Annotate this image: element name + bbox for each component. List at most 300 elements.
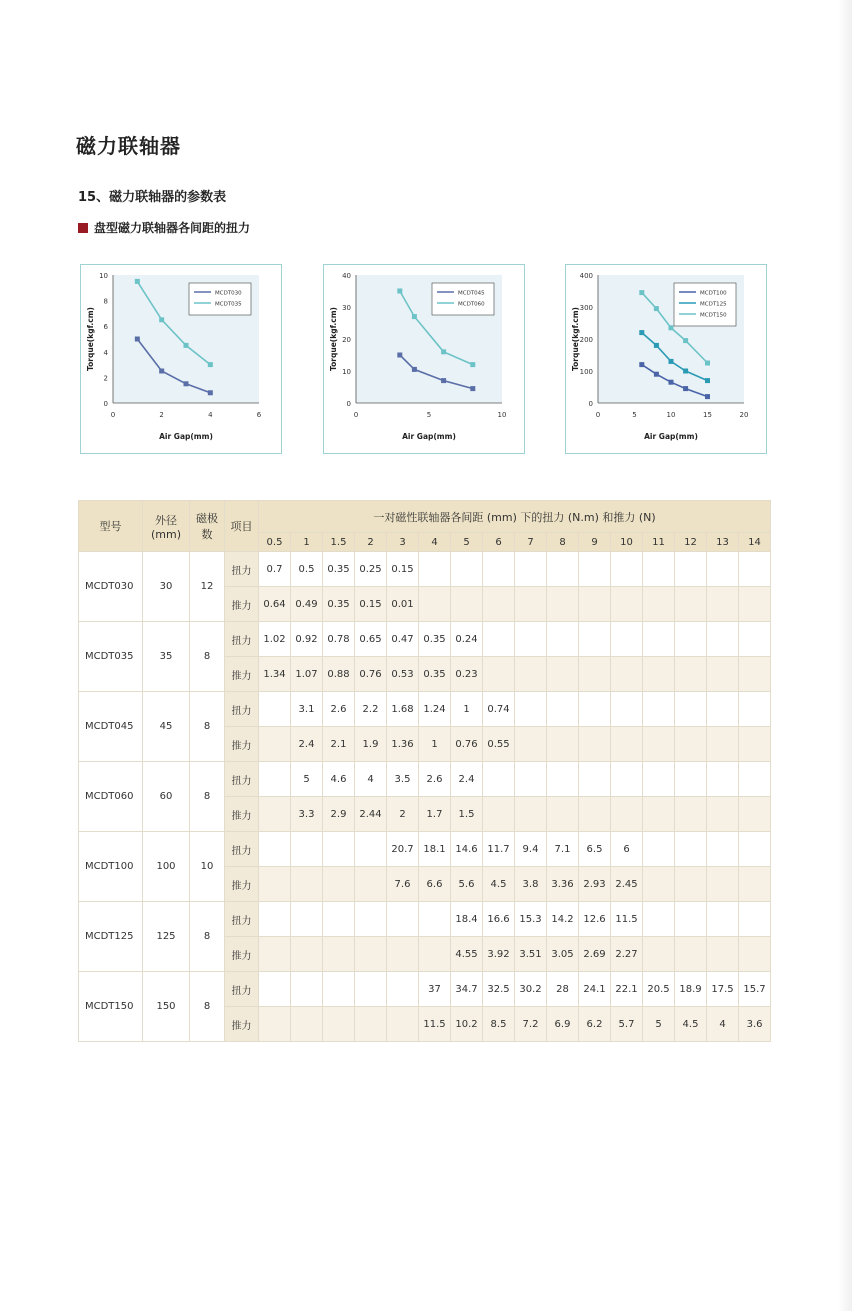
thrust-label-cell: 推力 [225, 727, 259, 762]
data-point [654, 306, 659, 311]
thrust-value-cell: 1.7 [419, 797, 451, 832]
gap-header: 2 [355, 533, 387, 552]
torque-value-cell: 0.15 [387, 552, 419, 587]
torque-value-cell [739, 832, 771, 867]
torque-value-cell: 3.5 [387, 762, 419, 797]
thrust-value-cell [259, 937, 291, 972]
torque-value-cell [451, 552, 483, 587]
thrust-value-cell [515, 657, 547, 692]
data-point [654, 343, 659, 348]
x-tick-label: 0 [110, 411, 116, 419]
torque-value-cell [643, 762, 675, 797]
gap-header: 0.5 [259, 533, 291, 552]
thrust-value-cell: 4 [707, 1007, 739, 1042]
y-tick-label: 10 [342, 368, 351, 376]
thrust-value-cell: 6.6 [419, 867, 451, 902]
y-axis-label: Torque(kgf.cm) [329, 307, 338, 371]
torque-value-cell [515, 622, 547, 657]
data-point [135, 337, 140, 342]
thrust-value-cell [643, 867, 675, 902]
thrust-value-cell: 4.5 [483, 867, 515, 902]
torque-value-cell: 6 [611, 832, 643, 867]
torque-value-cell: 11.5 [611, 902, 643, 937]
thrust-value-cell [611, 797, 643, 832]
thrust-value-cell: 8.5 [483, 1007, 515, 1042]
thrust-label-cell: 推力 [225, 937, 259, 972]
x-axis-label: Air Gap(mm) [402, 432, 456, 441]
thrust-value-cell [611, 587, 643, 622]
data-point [397, 353, 402, 358]
torque-value-cell: 4 [355, 762, 387, 797]
thrust-value-cell [515, 797, 547, 832]
torque-value-cell: 0.35 [323, 552, 355, 587]
y-tick-label: 10 [99, 272, 108, 280]
torque-label-cell: 扭力 [225, 622, 259, 657]
thrust-value-cell [259, 867, 291, 902]
thrust-value-cell: 0.49 [291, 587, 323, 622]
poles-cell: 8 [190, 622, 225, 692]
header-poles-line2: 数 [201, 528, 213, 541]
torque-value-cell [579, 762, 611, 797]
y-tick-label: 100 [579, 368, 593, 376]
outer-diameter-cell: 35 [143, 622, 190, 692]
torque-value-cell: 24.1 [579, 972, 611, 1007]
thrust-value-cell [291, 937, 323, 972]
torque-label-cell: 扭力 [225, 552, 259, 587]
outer-diameter-cell: 45 [143, 692, 190, 762]
data-point [683, 386, 688, 391]
torque-value-cell [259, 762, 291, 797]
torque-value-cell: 2.6 [323, 692, 355, 727]
y-tick-label: 0 [346, 400, 351, 408]
thrust-value-cell [675, 937, 707, 972]
thrust-value-cell [259, 1007, 291, 1042]
thrust-value-cell: 1.34 [259, 657, 291, 692]
gap-header: 5 [451, 533, 483, 552]
y-axis-label: Torque(kgf.cm) [86, 307, 95, 371]
thrust-label-cell: 推力 [225, 657, 259, 692]
thrust-value-cell: 1 [419, 727, 451, 762]
thrust-value-cell: 2.9 [323, 797, 355, 832]
torque-value-cell [675, 762, 707, 797]
model-cell: MCDT030 [79, 552, 143, 622]
thrust-value-cell [643, 657, 675, 692]
torque-value-cell [547, 762, 579, 797]
y-tick-label: 4 [103, 348, 108, 357]
torque-value-cell: 0.92 [291, 622, 323, 657]
outer-diameter-cell: 100 [143, 832, 190, 902]
y-tick-label: 6 [103, 323, 108, 332]
torque-value-cell: 0.24 [451, 622, 483, 657]
gap-header: 8 [547, 533, 579, 552]
torque-value-cell: 7.1 [547, 832, 579, 867]
thrust-value-cell [419, 587, 451, 622]
header-outer-diameter [143, 501, 190, 552]
x-axis-label: Air Gap(mm) [644, 432, 698, 441]
torque-value-cell: 18.4 [451, 902, 483, 937]
x-tick-label: 5 [632, 411, 637, 419]
model-cell: MCDT150 [79, 972, 143, 1042]
y-tick-label: 20 [342, 336, 351, 344]
thrust-value-cell [643, 797, 675, 832]
torque-value-cell: 4.6 [323, 762, 355, 797]
table-row [79, 972, 771, 1007]
torque-value-cell [355, 972, 387, 1007]
thrust-value-cell [739, 797, 771, 832]
torque-value-cell: 1.68 [387, 692, 419, 727]
thrust-label-cell: 推力 [225, 587, 259, 622]
thrust-value-cell: 1.5 [451, 797, 483, 832]
thrust-value-cell [515, 587, 547, 622]
torque-value-cell [387, 902, 419, 937]
thrust-value-cell [579, 727, 611, 762]
thrust-value-cell [707, 657, 739, 692]
data-point [159, 369, 164, 374]
table-row [79, 762, 771, 797]
torque-value-cell [707, 692, 739, 727]
y-tick-label: 0 [103, 400, 108, 408]
x-tick-label: 15 [703, 411, 712, 419]
torque-value-cell [675, 832, 707, 867]
torque-value-cell: 0.25 [355, 552, 387, 587]
torque-value-cell: 14.2 [547, 902, 579, 937]
data-point [639, 290, 644, 295]
torque-value-cell: 0.47 [387, 622, 419, 657]
thrust-value-cell [739, 727, 771, 762]
header-od-line1: 外径 [155, 513, 177, 527]
thrust-value-cell: 2.44 [355, 797, 387, 832]
torque-value-cell [611, 692, 643, 727]
gap-header: 4 [419, 533, 451, 552]
y-tick-label: 8 [103, 297, 108, 306]
torque-value-cell [291, 972, 323, 1007]
torque-value-cell [611, 622, 643, 657]
torque-value-cell: 34.7 [451, 972, 483, 1007]
poles-cell: 10 [190, 832, 225, 902]
thrust-value-cell: 2.45 [611, 867, 643, 902]
thrust-value-cell [739, 867, 771, 902]
torque-value-cell: 0.78 [323, 622, 355, 657]
torque-value-cell: 20.7 [387, 832, 419, 867]
thrust-value-cell [419, 937, 451, 972]
y-axis-label: Torque(kgf.cm) [571, 307, 580, 371]
thrust-value-cell: 0.76 [451, 727, 483, 762]
torque-value-cell [419, 552, 451, 587]
table-row [79, 552, 771, 587]
x-tick-label: 0 [353, 411, 359, 419]
thrust-value-cell [643, 937, 675, 972]
torque-value-cell [611, 762, 643, 797]
thrust-value-cell: 0.23 [451, 657, 483, 692]
thrust-value-cell [707, 797, 739, 832]
thrust-value-cell: 6.2 [579, 1007, 611, 1042]
torque-value-cell: 2.4 [451, 762, 483, 797]
thrust-value-cell: 11.5 [419, 1007, 451, 1042]
torque-label-cell: 扭力 [225, 972, 259, 1007]
thrust-value-cell: 1.07 [291, 657, 323, 692]
thrust-value-cell [355, 937, 387, 972]
thrust-value-cell [387, 937, 419, 972]
x-tick-label: 5 [426, 411, 432, 419]
torque-value-cell [515, 762, 547, 797]
torque-value-cell [483, 552, 515, 587]
thrust-value-cell: 2.27 [611, 937, 643, 972]
thrust-value-cell: 3.6 [739, 1007, 771, 1042]
torque-value-cell [643, 692, 675, 727]
torque-value-cell [611, 552, 643, 587]
y-tick-label: 300 [579, 304, 593, 312]
header-gap-group: 一对磁性联轴器各间距 (mm) 下的扭力 (N.m) 和推力 (N) [259, 501, 771, 533]
y-tick-label: 30 [342, 304, 351, 312]
torque-value-cell [547, 692, 579, 727]
legend-entry: MCDT100 [700, 290, 727, 297]
model-cell: MCDT100 [79, 832, 143, 902]
data-point [412, 314, 417, 319]
thrust-value-cell [675, 587, 707, 622]
torque-value-cell: 6.5 [579, 832, 611, 867]
thrust-value-cell [355, 1007, 387, 1042]
legend-entry: MCDT060 [458, 301, 485, 308]
thrust-value-cell: 7.6 [387, 867, 419, 902]
torque-value-cell [259, 902, 291, 937]
square-bullet-icon [78, 223, 88, 233]
thrust-value-cell: 4.55 [451, 937, 483, 972]
data-point [669, 380, 674, 385]
torque-value-cell [387, 972, 419, 1007]
data-point [705, 394, 710, 399]
thrust-value-cell: 3.92 [483, 937, 515, 972]
table-row [79, 622, 771, 657]
torque-value-cell [739, 762, 771, 797]
thrust-value-cell: 0.76 [355, 657, 387, 692]
data-point [654, 372, 659, 377]
table-row [79, 902, 771, 937]
thrust-value-cell: 4.5 [675, 1007, 707, 1042]
thrust-value-cell [675, 727, 707, 762]
thrust-value-cell [451, 587, 483, 622]
torque-value-cell: 16.6 [483, 902, 515, 937]
x-tick-label: 10 [666, 411, 676, 419]
y-tick-label: 200 [579, 336, 593, 344]
torque-value-cell [643, 832, 675, 867]
thrust-value-cell [579, 797, 611, 832]
torque-value-cell [739, 552, 771, 587]
torque-value-cell [259, 972, 291, 1007]
torque-value-cell: 37 [419, 972, 451, 1007]
thrust-value-cell: 2.93 [579, 867, 611, 902]
thrust-value-cell [707, 727, 739, 762]
torque-value-cell: 1.24 [419, 692, 451, 727]
torque-value-cell [707, 622, 739, 657]
poles-cell: 8 [190, 762, 225, 832]
torque-value-cell [515, 692, 547, 727]
thrust-value-cell [707, 587, 739, 622]
thrust-value-cell [387, 1007, 419, 1042]
torque-value-cell [643, 622, 675, 657]
gap-header: 11 [643, 533, 675, 552]
torque-value-cell [739, 902, 771, 937]
outer-diameter-cell: 150 [143, 972, 190, 1042]
torque-label-cell: 扭力 [225, 902, 259, 937]
torque-value-cell: 0.35 [419, 622, 451, 657]
torque-value-cell [739, 692, 771, 727]
data-point [184, 343, 189, 348]
torque-value-cell [579, 622, 611, 657]
data-point [208, 362, 213, 367]
torque-label-cell: 扭力 [225, 832, 259, 867]
torque-value-cell: 17.5 [707, 972, 739, 1007]
data-point [705, 361, 710, 366]
thrust-value-cell [739, 587, 771, 622]
thrust-value-cell: 2.69 [579, 937, 611, 972]
torque-value-cell [675, 692, 707, 727]
torque-value-cell: 0.65 [355, 622, 387, 657]
torque-value-cell [323, 832, 355, 867]
gap-header: 9 [579, 533, 611, 552]
section-title: 15、磁力联轴器的参数表 [78, 190, 227, 205]
data-point [412, 367, 417, 372]
thrust-value-cell [291, 1007, 323, 1042]
thrust-label-cell: 推力 [225, 797, 259, 832]
thrust-value-cell [323, 867, 355, 902]
thrust-value-cell [611, 727, 643, 762]
thrust-value-cell: 0.55 [483, 727, 515, 762]
gap-header: 3 [387, 533, 419, 552]
data-point [208, 390, 213, 395]
thrust-value-cell: 3.3 [291, 797, 323, 832]
torque-label-cell: 扭力 [225, 692, 259, 727]
subsection-heading [78, 219, 250, 236]
data-point [683, 369, 688, 374]
thrust-value-cell: 0.15 [355, 587, 387, 622]
torque-value-cell [707, 552, 739, 587]
outer-diameter-cell: 125 [143, 902, 190, 972]
thrust-value-cell [707, 937, 739, 972]
thrust-value-cell: 5 [643, 1007, 675, 1042]
gap-header: 14 [739, 533, 771, 552]
torque-value-cell [355, 902, 387, 937]
torque-value-cell: 30.2 [515, 972, 547, 1007]
header-model: 型号 [79, 501, 143, 552]
gap-header: 10 [611, 533, 643, 552]
thrust-value-cell: 2.1 [323, 727, 355, 762]
subsection-title: 盘型磁力联轴器各间距的扭力 [94, 221, 251, 235]
thrust-value-cell [643, 587, 675, 622]
thrust-value-cell [675, 797, 707, 832]
poles-cell: 12 [190, 552, 225, 622]
torque-value-cell: 1 [451, 692, 483, 727]
thrust-value-cell [323, 937, 355, 972]
x-axis-label: Air Gap(mm) [159, 432, 213, 441]
thrust-value-cell [579, 587, 611, 622]
data-point [441, 378, 446, 383]
thrust-value-cell [547, 587, 579, 622]
torque-value-cell: 5 [291, 762, 323, 797]
data-point [669, 359, 674, 364]
model-cell: MCDT045 [79, 692, 143, 762]
data-point [705, 378, 710, 383]
table-row [79, 692, 771, 727]
thrust-value-cell [739, 657, 771, 692]
torque-value-cell [483, 622, 515, 657]
gap-header: 7 [515, 533, 547, 552]
torque-value-cell: 9.4 [515, 832, 547, 867]
data-point [470, 386, 475, 391]
torque-value-cell [291, 832, 323, 867]
thrust-value-cell: 0.01 [387, 587, 419, 622]
header-poles [190, 501, 225, 552]
torque-value-cell [547, 622, 579, 657]
torque-value-cell [515, 552, 547, 587]
thrust-value-cell [675, 657, 707, 692]
thrust-value-cell: 1.36 [387, 727, 419, 762]
thrust-value-cell: 3.05 [547, 937, 579, 972]
gap-header: 1.5 [323, 533, 355, 552]
thrust-value-cell: 2 [387, 797, 419, 832]
chart-1 [80, 264, 282, 454]
thrust-value-cell [611, 657, 643, 692]
table-row [79, 832, 771, 867]
thrust-value-cell [707, 867, 739, 902]
torque-value-cell: 20.5 [643, 972, 675, 1007]
legend-entry: MCDT045 [458, 290, 485, 297]
data-point [397, 289, 402, 294]
thrust-label-cell: 推力 [225, 1007, 259, 1042]
thrust-value-cell: 3.36 [547, 867, 579, 902]
outer-diameter-cell: 60 [143, 762, 190, 832]
thrust-label-cell: 推力 [225, 867, 259, 902]
gap-header: 6 [483, 533, 515, 552]
poles-cell: 8 [190, 902, 225, 972]
torque-value-cell: 15.3 [515, 902, 547, 937]
thrust-value-cell: 0.88 [323, 657, 355, 692]
torque-value-cell [643, 552, 675, 587]
thrust-value-cell [483, 797, 515, 832]
gap-header: 12 [675, 533, 707, 552]
x-tick-label: 10 [497, 411, 507, 419]
torque-value-cell [579, 692, 611, 727]
torque-value-cell: 0.74 [483, 692, 515, 727]
chart-2 [323, 264, 525, 454]
thrust-value-cell [547, 797, 579, 832]
thrust-value-cell [259, 797, 291, 832]
data-point [184, 381, 189, 386]
torque-value-cell: 12.6 [579, 902, 611, 937]
torque-value-cell [291, 902, 323, 937]
legend-box [189, 283, 251, 315]
torque-value-cell: 28 [547, 972, 579, 1007]
torque-value-cell [579, 552, 611, 587]
torque-value-cell: 11.7 [483, 832, 515, 867]
thrust-value-cell: 5.6 [451, 867, 483, 902]
data-point [470, 362, 475, 367]
torque-value-cell [355, 832, 387, 867]
header-item: 项目 [225, 501, 259, 552]
thrust-value-cell: 2.4 [291, 727, 323, 762]
legend-entry: MCDT035 [215, 301, 242, 308]
model-cell: MCDT035 [79, 622, 143, 692]
torque-value-cell [323, 902, 355, 937]
header-od-line2: (mm) [150, 527, 181, 541]
chart-2-svg [324, 265, 524, 453]
torque-value-cell: 1.02 [259, 622, 291, 657]
thrust-value-cell: 6.9 [547, 1007, 579, 1042]
torque-value-cell: 18.9 [675, 972, 707, 1007]
chart-3-svg [566, 265, 766, 453]
data-point [159, 317, 164, 322]
torque-value-cell: 22.1 [611, 972, 643, 1007]
torque-value-cell: 32.5 [483, 972, 515, 1007]
